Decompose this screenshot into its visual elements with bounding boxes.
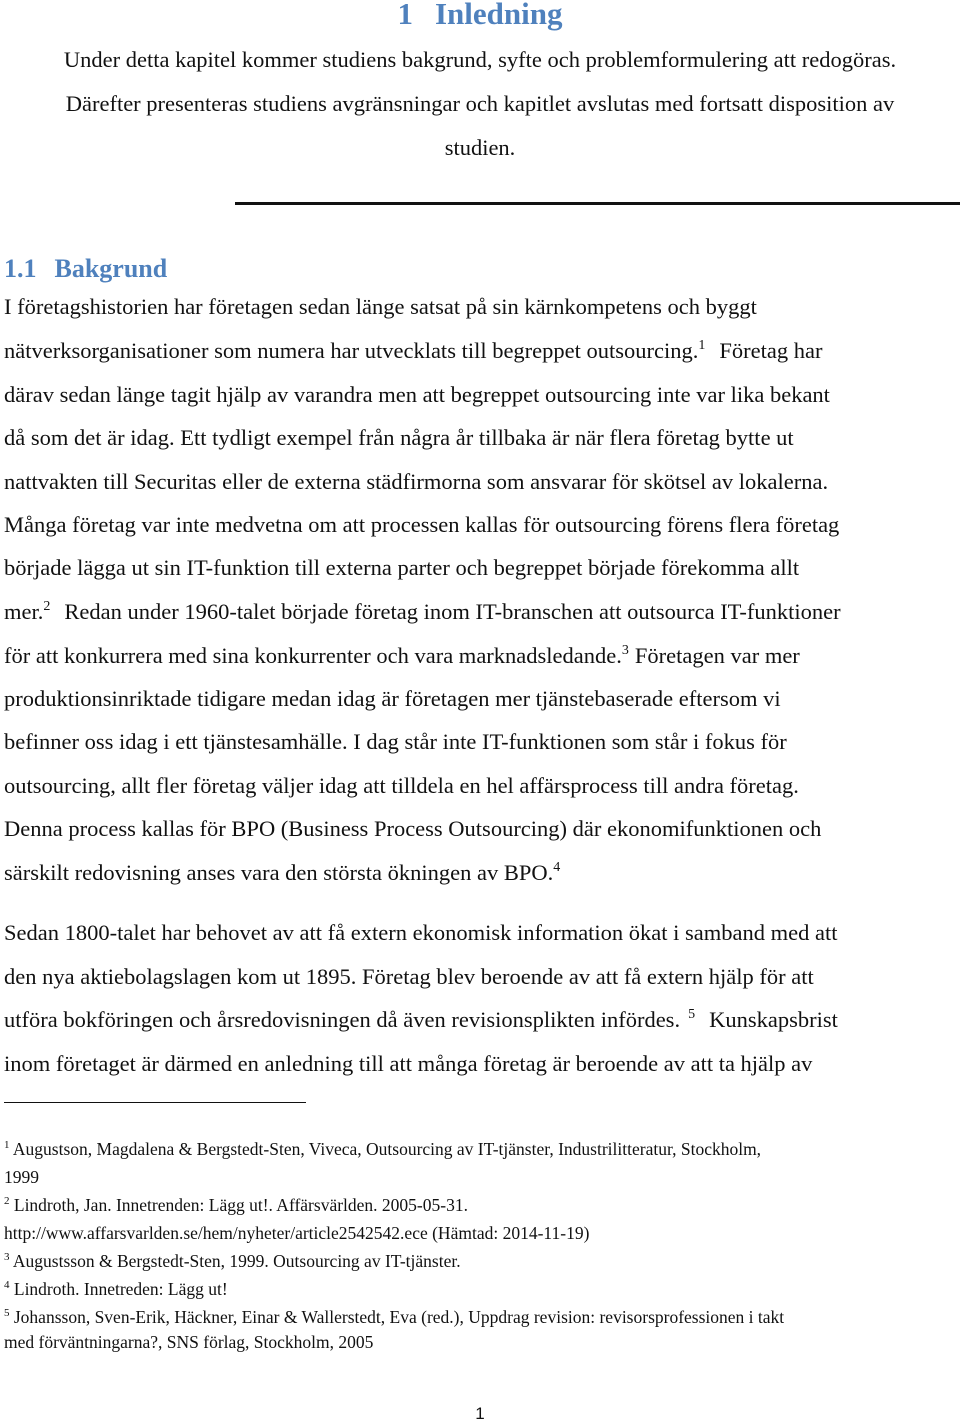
- body-line: för att konkurrera med sina konkurrenter och vara marknadsledande.$^3$ Företagen var mer: [4, 643, 800, 668]
- body-line: mer.$^2$ Redan under 1960-talet började företag inom IT-branschen att outsourca IT-funktioner: [4, 599, 841, 624]
- body-line: utföra bokföringen och årsredovisningen då även revisionsplikten infördes. $^5$ Kunskapsbrist: [4, 1007, 838, 1032]
- body-line: outsourcing, allt fler företag väljer idag att tilldela en hel affärsprocess till andra företag.: [4, 773, 799, 798]
- body-line: särskilt redovisning anses vara den största ökningen av BPO.$^4$: [4, 860, 561, 885]
- page-number: 1: [475, 1404, 485, 1423]
- body-line: därav sedan länge tagit hjälp av varandra men att begreppet outsourcing inte var lika bekant: [4, 382, 830, 407]
- body-line: nattvakten till Securitas eller de externa städfirmorna som ansvarar för skötsel av lokalerna.: [4, 469, 829, 494]
- body-line: produktionsinriktade tidigare medan idag är företagen mer tjänstebaserade eftersom vi: [4, 686, 781, 711]
- section-number: 1.1: [4, 254, 37, 283]
- body-line: I företagshistorien har företagen sedan länge satsat på sin kärnkompetens och byggt: [4, 294, 757, 319]
- footnote-line: $^2$ Lindroth, Jan. Innetrenden: Lägg ut!. Affärsvärlden. 2005-05-31.: [4, 1195, 468, 1215]
- body-line: Denna process kallas för BPO (Business Process Outsourcing) där ekonomifunktionen och: [4, 816, 822, 841]
- footnote-line: $^5$ Johansson, Sven-Erik, Häckner, Einar & Wallerstedt, Eva (red.), Uppdrag revision: revisorsprofessionen i takt: [4, 1307, 785, 1327]
- footnote-ref: 3: [621, 643, 629, 658]
- body-line: den nya aktiebolagslagen kom ut 1895. Företag blev beroende av att få extern hjälp för att: [4, 964, 814, 989]
- footnote-line: $^4$ Lindroth. Innetreden: Lägg ut!: [4, 1279, 228, 1299]
- body-line: började lägga ut sin IT-funktion till externa parter och begreppet började förekomma allt: [4, 555, 800, 580]
- body-line: inom företaget är därmed en anledning till att många företag är beroende av att ta hjälp av: [4, 1051, 813, 1076]
- body-line: nätverksorganisationer som numera har utvecklats till begreppet outsourcing.$^1$ Företag har: [4, 338, 823, 363]
- footnote-line: $^3$ Augustsson & Bergstedt-Sten, 1999. Outsourcing av IT-tjänster.: [4, 1251, 461, 1271]
- body-line: då som det är idag. Ett tydligt exempel från några år tillbaka är när flera företag bytte ut: [4, 425, 794, 450]
- footnote-separator: [4, 1102, 306, 1103]
- section-divider: [235, 202, 960, 205]
- footnote-line: med förväntningarna?, SNS förlag, Stockholm, 2005: [4, 1332, 374, 1352]
- footnote-ref: 2: [43, 599, 51, 614]
- section-heading: [4, 254, 167, 284]
- chapter-title: Inledning: [434, 0, 563, 31]
- chapter-intro: Under detta kapitel kommer studiens bakgrund, syfte och problemformulering att redogöras. Därefter presenteras studiens avgränsningar och kapitlet avslutas med fortsatt disposition av studien.: [63, 47, 897, 160]
- body-line: befinner oss idag i ett tjänstesamhälle. I dag står inte IT-funktionen som står i fokus för: [4, 729, 787, 754]
- footnote-line: $^1$ Augustson, Magdalena & Bergstedt-Sten, Viveca, Outsourcing av IT-tjänster, Industrilitteratur, Stockholm,: [4, 1139, 762, 1159]
- footnote-line: 1999: [4, 1167, 39, 1187]
- footnote-ref: 5: [688, 1007, 696, 1022]
- footnote-link[interactable]: http://www.affarsvarlden.se/hem/nyheter/article2542542.ece (Hämtad: 2014-11-19): [4, 1223, 590, 1243]
- body-line: Många företag var inte medvetna om att processen kallas för outsourcing förens flera företag: [4, 512, 840, 537]
- footnote-ref: 1: [698, 338, 706, 353]
- footnote-ref: 4: [553, 860, 561, 875]
- chapter-number: 1: [397, 0, 413, 31]
- chapter-heading: [0, 0, 960, 32]
- body-line: Sedan 1800-talet har behovet av att få extern ekonomisk information ökat i samband med att: [4, 920, 838, 945]
- section-title: Bakgrund: [54, 254, 168, 283]
